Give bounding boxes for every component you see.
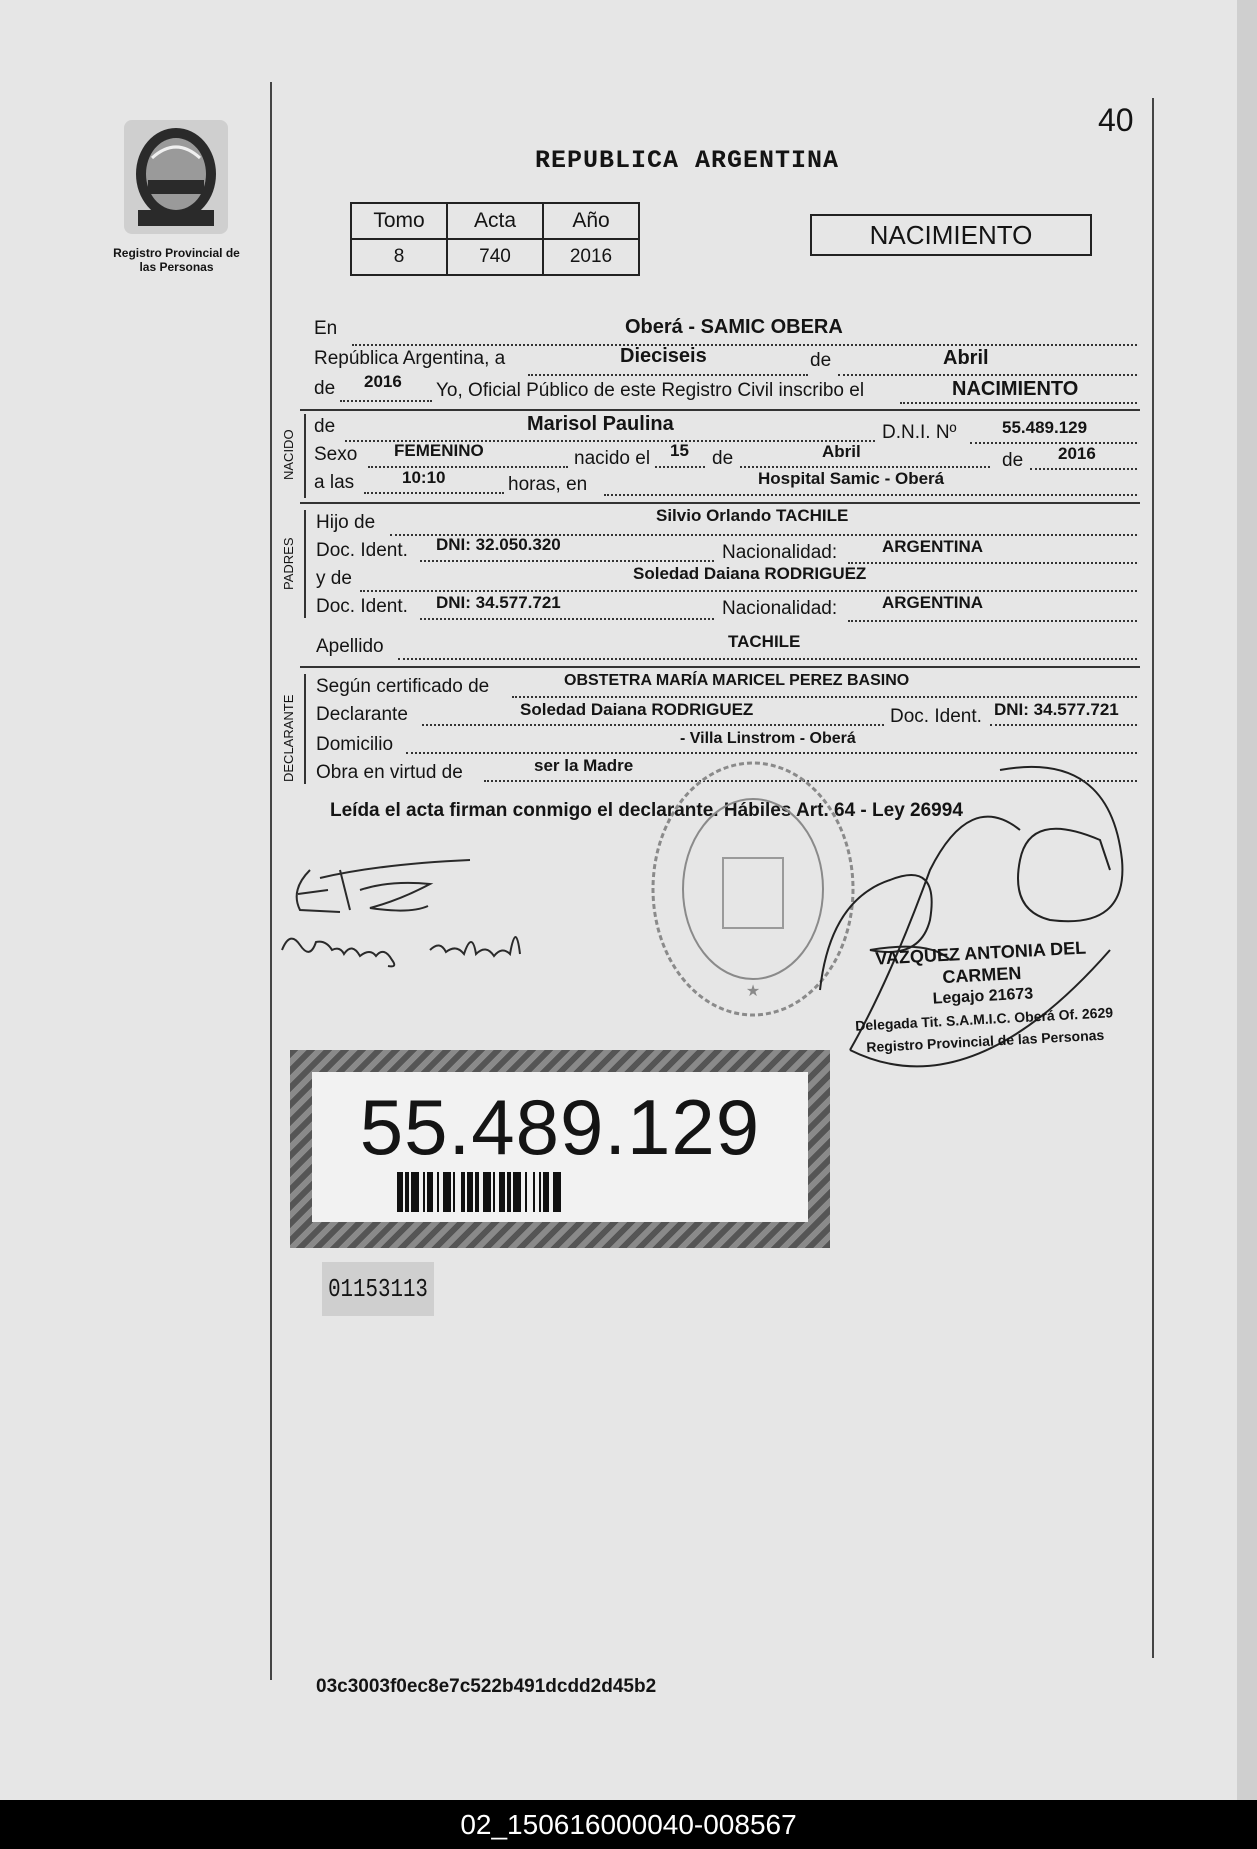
header-anio: Año <box>543 203 639 239</box>
mother-doc: DNI: 34.577.721 <box>436 593 561 612</box>
father-nationality: ARGENTINA <box>882 537 984 556</box>
month-value: Abril <box>943 347 989 369</box>
domicilio-value: - Villa Linstrom - Oberá <box>680 730 856 747</box>
place-value: Oberá - SAMIC OBERA <box>625 316 843 338</box>
stamp-number: 01153113 <box>322 1262 434 1316</box>
apellido-label: Apellido <box>316 636 384 657</box>
declarante-value: Soledad Daiana RODRIGUEZ <box>520 700 754 719</box>
closing-statement: Leída el acta firman conmigo el declarante. Hábiles Art. 64 - Ley 26994 <box>330 800 963 821</box>
y-de-label: y de <box>316 568 352 589</box>
value-tomo: 8 <box>351 239 447 275</box>
birth-de-label: de <box>712 448 734 469</box>
value-acta: 740 <box>447 239 543 275</box>
de-label: de <box>810 350 832 371</box>
act-value: NACIMIENTO <box>952 378 1079 400</box>
year-value: 2016 <box>364 372 402 391</box>
value-anio: 2016 <box>543 239 639 275</box>
de-year-label: de <box>314 378 336 399</box>
declarant-signature <box>280 850 580 970</box>
day-value: Dieciseis <box>620 345 707 367</box>
en-label: En <box>314 318 338 339</box>
father-nat-label: Nacionalidad: <box>722 542 838 563</box>
birth-de2-label: de <box>1002 450 1024 471</box>
sexo-value: FEMENINO <box>394 441 484 460</box>
document-hash: 03c3003f0ec8e7c522b491dcdd2d45b2 <box>316 1676 657 1697</box>
child-name: Marisol Paulina <box>527 413 674 435</box>
cert-value: OBSTETRA MARÍA MARICEL PEREZ BASINO <box>564 672 910 689</box>
header-acta: Acta <box>447 203 543 239</box>
decl-doc-label: Doc. Ident. <box>890 706 982 727</box>
officer-registry: Registro Provincial de las Personas <box>865 1026 1105 1056</box>
barcode-number: 55.489.129 <box>359 1083 761 1171</box>
record-table <box>350 202 640 276</box>
record-type-box: NACIMIENTO <box>810 214 1092 256</box>
dni-label: D.N.I. Nº <box>882 422 957 443</box>
inscribo-label: Yo, Oficial Público de este Registro Civil inscribo el <box>436 380 865 401</box>
declarante-label: Declarante <box>316 704 408 725</box>
officer-signature-block <box>835 934 1130 1059</box>
officer-name: VAZQUEZ ANTONIA DEL CARMEN <box>874 937 1087 988</box>
registry-caption: Registro Provincial de las Personas <box>113 246 240 274</box>
birth-year: 2016 <box>1058 444 1096 463</box>
child-dni: 55.489.129 <box>1002 418 1088 437</box>
barcode-label <box>290 1050 830 1248</box>
nacido-section-label: NACIDO <box>281 429 296 480</box>
birth-day: 15 <box>670 441 689 460</box>
right-margin-line <box>1152 98 1154 1658</box>
declarante-doc: DNI: 34.577.721 <box>994 700 1119 719</box>
republica-label: República Argentina, a <box>314 348 506 369</box>
horas-label: horas, en <box>508 474 588 495</box>
nacido-de-label: de <box>314 416 336 437</box>
mother-doc-label: Doc. Ident. <box>316 596 408 617</box>
declarante-section-label: DECLARANTE <box>281 694 296 782</box>
page-number: 40 <box>1098 102 1134 138</box>
obra-value: ser la Madre <box>534 756 634 775</box>
header-tomo: Tomo <box>351 203 447 239</box>
obra-label: Obra en virtud de <box>316 762 463 783</box>
birth-time: 10:10 <box>402 468 446 487</box>
domicilio-label: Domicilio <box>316 734 394 755</box>
padres-section-label: PADRES <box>281 537 296 590</box>
birth-month: Abril <box>822 442 861 461</box>
mother-nat-label: Nacionalidad: <box>722 598 838 619</box>
nacido-el-label: nacido el <box>574 448 651 469</box>
apellido-value: TACHILE <box>728 632 801 651</box>
father-name: Silvio Orlando TACHILE <box>656 506 849 525</box>
father-doc: DNI: 32.050.320 <box>436 535 561 554</box>
sexo-label: Sexo <box>314 444 358 465</box>
misiones-seal-logo <box>122 118 230 236</box>
birth-place: Hospital Samic - Oberá <box>758 469 945 488</box>
svg-text:★: ★ <box>745 983 761 1000</box>
left-margin-line <box>270 82 272 1680</box>
barcode-bars <box>397 1172 723 1212</box>
cert-label: Según certificado de <box>316 676 490 697</box>
officer-legajo: Legajo 21673 <box>932 985 1034 1008</box>
footer-id: 02_150616000040-008567 <box>0 1800 1257 1849</box>
country-title: REPUBLICA ARGENTINA <box>535 146 840 175</box>
officer-role: Delegada Tit. S.A.M.I.C. Oberá Of. 2629 <box>854 1004 1114 1034</box>
hijo-de-label: Hijo de <box>316 512 376 533</box>
mother-nationality: ARGENTINA <box>882 593 984 612</box>
mother-name: Soledad Daiana RODRIGUEZ <box>633 564 867 583</box>
father-doc-label: Doc. Ident. <box>316 540 408 561</box>
alas-label: a las <box>314 472 355 493</box>
